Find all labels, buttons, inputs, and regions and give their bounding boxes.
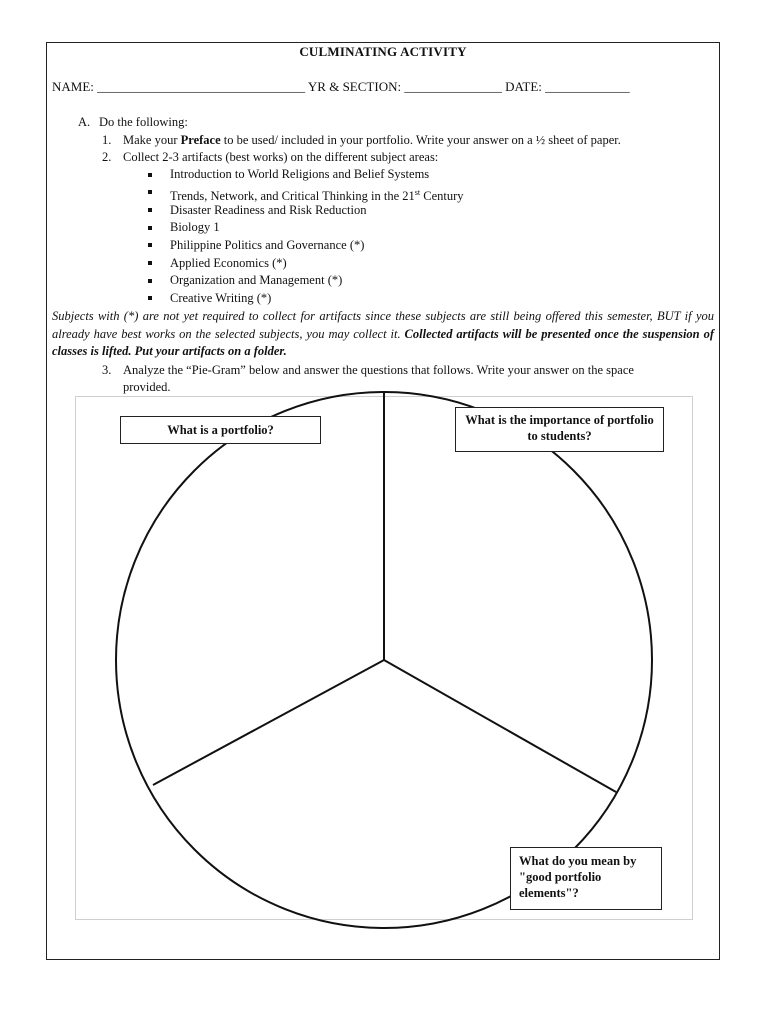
question-2-text: What is the importance of portfolio to students? xyxy=(465,413,654,443)
page-title: CULMINATING ACTIVITY xyxy=(299,44,467,59)
item-2-number: 2. xyxy=(102,150,112,164)
note-bold-text: Collected artifacts will be presented once the suspension of classes is lifted. Put your artifacts on a folder. xyxy=(52,326,715,358)
note-italic-text: Subjects with (*) are not yet required to collect for artifacts since these subjects are still being offered this semester, BUT if you already have best works on the selected subjects, you may collect it. xyxy=(52,309,714,341)
item-3-number: 3. xyxy=(102,363,112,377)
question-1-text: What is a portfolio? xyxy=(167,423,274,437)
subject-list-item: Biology 1 xyxy=(170,220,220,234)
subject-2-text: Trends, Network, and Critical Thinking in the 21 xyxy=(170,189,415,204)
subject-2-superscript: st xyxy=(414,188,421,197)
item-1-preface-bold: Preface xyxy=(180,133,221,147)
question-box-importance xyxy=(455,407,664,452)
subject-list-item: Introduction to World Religions and Belief Systems xyxy=(170,167,430,181)
item-1-number: 1. xyxy=(102,133,112,147)
question-box-what-is-portfolio xyxy=(120,416,321,444)
subject-list-item: Philippine Politics and Governance (*) xyxy=(170,238,365,252)
question-box-good-elements xyxy=(510,847,662,910)
item-3-text-line1: Analyze the “Pie-Gram” below and answer the questions that follows. Write your answer on the space xyxy=(123,363,634,377)
subject-list-item: Organization and Management (*) xyxy=(170,273,343,287)
pie-divider-right xyxy=(384,660,616,792)
pie-divider-left xyxy=(153,660,384,785)
subject-2-tail: Century xyxy=(420,189,464,204)
item-1-text-end: to be used/ included in your portfolio. Write your answer on a ½ sheet of paper. xyxy=(220,133,621,147)
subject-list-item: Applied Economics (*) xyxy=(170,256,287,270)
subject-list-item: Disaster Readiness and Risk Reduction xyxy=(170,203,367,217)
section-a-marker: A. xyxy=(78,115,91,129)
item-2-text: Collect 2-3 artifacts (best works) on the different subject areas: xyxy=(123,150,439,164)
item-3-text-line2: provided. xyxy=(123,380,171,394)
question-3-text: What do you mean by "good portfolio elements"? xyxy=(519,854,637,900)
section-a-text: Do the following: xyxy=(99,115,188,129)
name-section-date-line: NAME: ________________________________ YR & SECTION: _______________ DATE: _____________ xyxy=(52,79,630,94)
subject-list-item: Creative Writing (*) xyxy=(170,291,272,305)
item-1-text-start: Make your xyxy=(123,133,181,147)
